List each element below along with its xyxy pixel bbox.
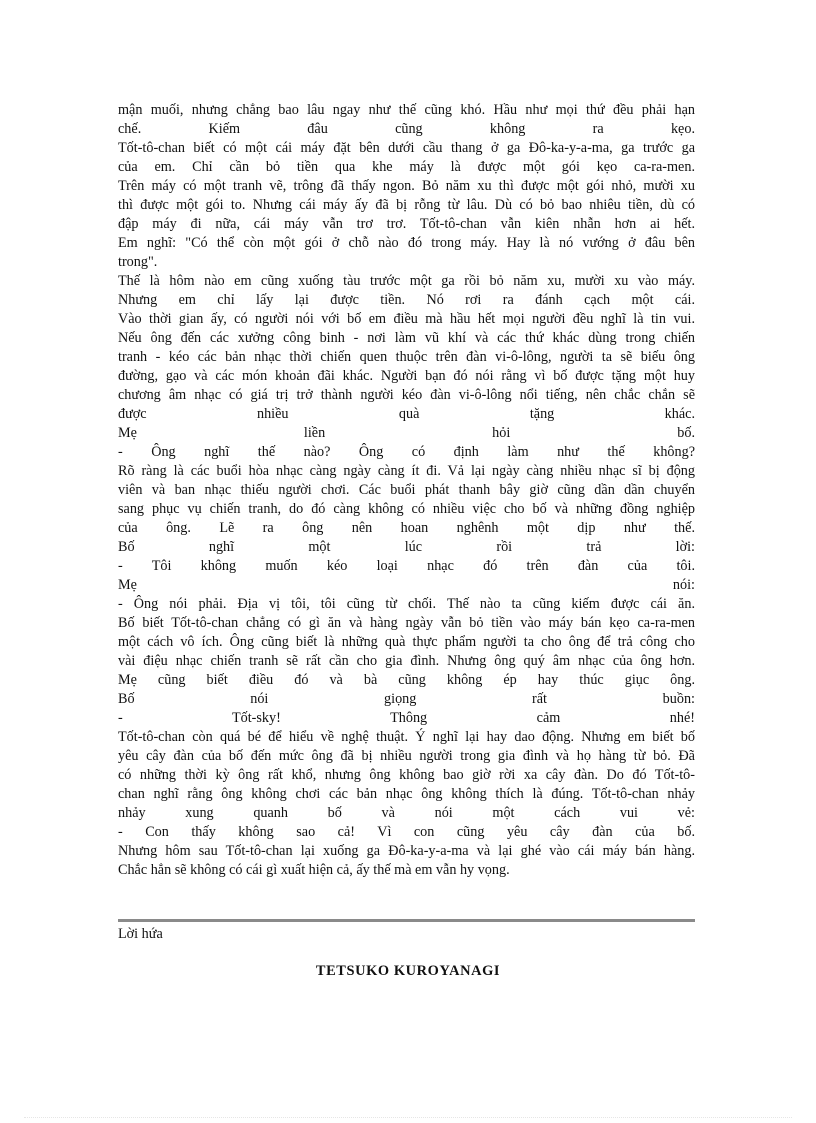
- story-text: [118, 101, 695, 880]
- text-line: Mẹ cũng biết điều đó và bà cũng không ép hay thúc giục ông.: [118, 672, 695, 688]
- text-line: Tốt-tô-chan còn quá bé để hiểu về nghệ thuật. Ý nghĩ lại hay dao động. Nhưng em biết bố: [118, 729, 695, 745]
- text-line: Trên máy có một tranh vẽ, trông đã thấy ngon. Bỏ năm xu thì được một gói nhỏ, mười xu: [118, 178, 695, 194]
- text-line: Bố biết Tốt-tô-chan chẳng có gì ăn và hàng ngày vẫn bỏ tiền vào máy bán kẹo ca-ra-men: [118, 615, 695, 631]
- text-line: Nhưng hôm sau Tốt-tô-chan lại xuống ga Đô-ka-y-a-ma và lại ghé vào cái máy bán hàng.: [118, 843, 695, 859]
- text-line: - Tốt-sky! Thông cảm nhé!: [118, 710, 695, 726]
- text-line: Mẹ nói:: [118, 577, 695, 593]
- text-line: của ông. Lẽ ra ông nên hoan nghênh một dịp như thế.: [118, 520, 695, 536]
- text-line: Bố nói giọng rất buồn:: [118, 691, 695, 707]
- text-line: - Con thấy không sao cả! Vì con cũng yêu cây đàn của bố.: [118, 824, 695, 840]
- text-line: - Ông nghĩ thế nào? Ông có định làm như thế không?: [118, 444, 695, 460]
- text-line: được nhiều quà tặng khác.: [118, 406, 695, 422]
- text-line: của em. Chỉ cần bỏ tiền qua khe máy là được một gói kẹo ca-ra-men.: [118, 159, 695, 175]
- text-line: Bố nghĩ một lúc rồi trả lời:: [118, 539, 695, 555]
- text-line: yêu cây đàn của bố đến mức ông đã bị nhiều người trong gia đình và họ hàng từ bỏ. Đã: [118, 748, 695, 764]
- page-bottom-edge: [24, 1117, 792, 1118]
- text-line: Vào thời gian ấy, có người nói với bố em điều mà hầu hết mọi người đều nghĩ là tin vui.: [118, 311, 695, 327]
- text-line: Nếu ông đến các xưởng công binh - nơi làm vũ khí và các thứ khác dùng trong chiến: [118, 330, 695, 346]
- text-line: chế. Kiếm đâu cũng không ra kẹo.: [118, 121, 695, 137]
- text-line: Mẹ liền hỏi bố.: [118, 425, 695, 441]
- text-line: Rõ ràng là các buổi hòa nhạc càng ngày càng ít đi. Vả lại ngày càng nhiều nhạc sĩ bị động: [118, 463, 695, 479]
- text-line: Em nghĩ: "Có thể còn một gói ở chỗ nào đó trong máy. Hay là nó vướng ở đâu bên: [118, 235, 695, 251]
- text-line: thì được một gói to. Nhưng cái máy ấy đã bị rỗng từ lâu. Dù có bỏ bao nhiêu tiền, dù có: [118, 197, 695, 213]
- text-line: mận muối, nhưng chẳng bao lâu ngay như thế cũng khó. Hầu như mọi thứ đều phải hạn: [118, 102, 695, 118]
- text-line: trong".: [118, 254, 158, 270]
- text-line: viên và ban nhạc thiếu người chơi. Các buổi phát thanh bây giờ cũng dần dần chuyển: [118, 482, 695, 498]
- text-line: một cách vô ích. Ông cũng biết là những quà thực phẩm người ta cho ông để trả công cho: [118, 634, 695, 650]
- section-label: Lời hứa: [118, 926, 163, 942]
- text-line: chương âm nhạc có giá trị trở thành người kéo đàn vi-ô-lông nổi tiếng, nên chắc chắn sẽ: [118, 387, 695, 403]
- text-line: đập máy đi nữa, cái máy vẫn trơ trơ. Tốt-tô-chan vẫn kiên nhẫn hơn ai hết.: [118, 216, 695, 232]
- text-line: Chắc hẳn sẽ không có cái gì xuất hiện cả, ấy thế mà em vẫn hy vọng.: [118, 862, 510, 878]
- section-divider: [118, 919, 695, 922]
- text-line: vài điệu nhạc chiến tranh sẽ rất cần cho gia đình. Nhưng ông quý âm nhạc của ông hơn.: [118, 653, 695, 669]
- text-line: sang phục vụ chiến tranh, do đó càng không có nhiều việc cho bố và những đồng nghiệp: [118, 501, 695, 517]
- text-line: nhảy xung quanh bố và nói một cách vui vẻ:: [118, 805, 695, 821]
- text-line: Tốt-tô-chan biết có một cái máy đặt bên dưới cầu thang ở ga Đô-ka-y-a-ma, ga trước ga: [118, 140, 695, 156]
- text-line: có những thời kỳ ông rất khổ, nhưng ông không bao giờ rời xa cây đàn. Do đó Tốt-tô-: [118, 767, 695, 783]
- text-line: - Ông nói phải. Địa vị tôi, tôi cũng từ chối. Thế nào ta cũng kiếm được cái ăn.: [118, 596, 695, 612]
- text-line: chan nghĩ rằng ông không chơi các bản nhạc ông không thích là đúng. Tốt-tô-chan nhảy: [118, 786, 695, 802]
- text-line: tranh - kéo các bản nhạc thời chiến quen thuộc trên đàn vi-ô-lông, người ta sẽ biếu ông: [118, 349, 695, 365]
- text-line: đường, gạo và các món khoản đãi khác. Người bạn đó nói rằng vì bố được tặng một huy: [118, 368, 695, 384]
- text-line: Nhưng em chỉ lấy lại được tiền. Nó rơi ra đánh cạch một cái.: [118, 292, 695, 308]
- text-line: - Tôi không muốn kéo loại nhạc đó trên đàn của tôi.: [118, 558, 695, 574]
- author-name: TETSUKO KUROYANAGI: [315, 963, 501, 979]
- text-line: Thế là hôm nào em cũng xuống tàu trước một ga rồi bỏ năm xu, mười xu vào máy.: [118, 273, 695, 289]
